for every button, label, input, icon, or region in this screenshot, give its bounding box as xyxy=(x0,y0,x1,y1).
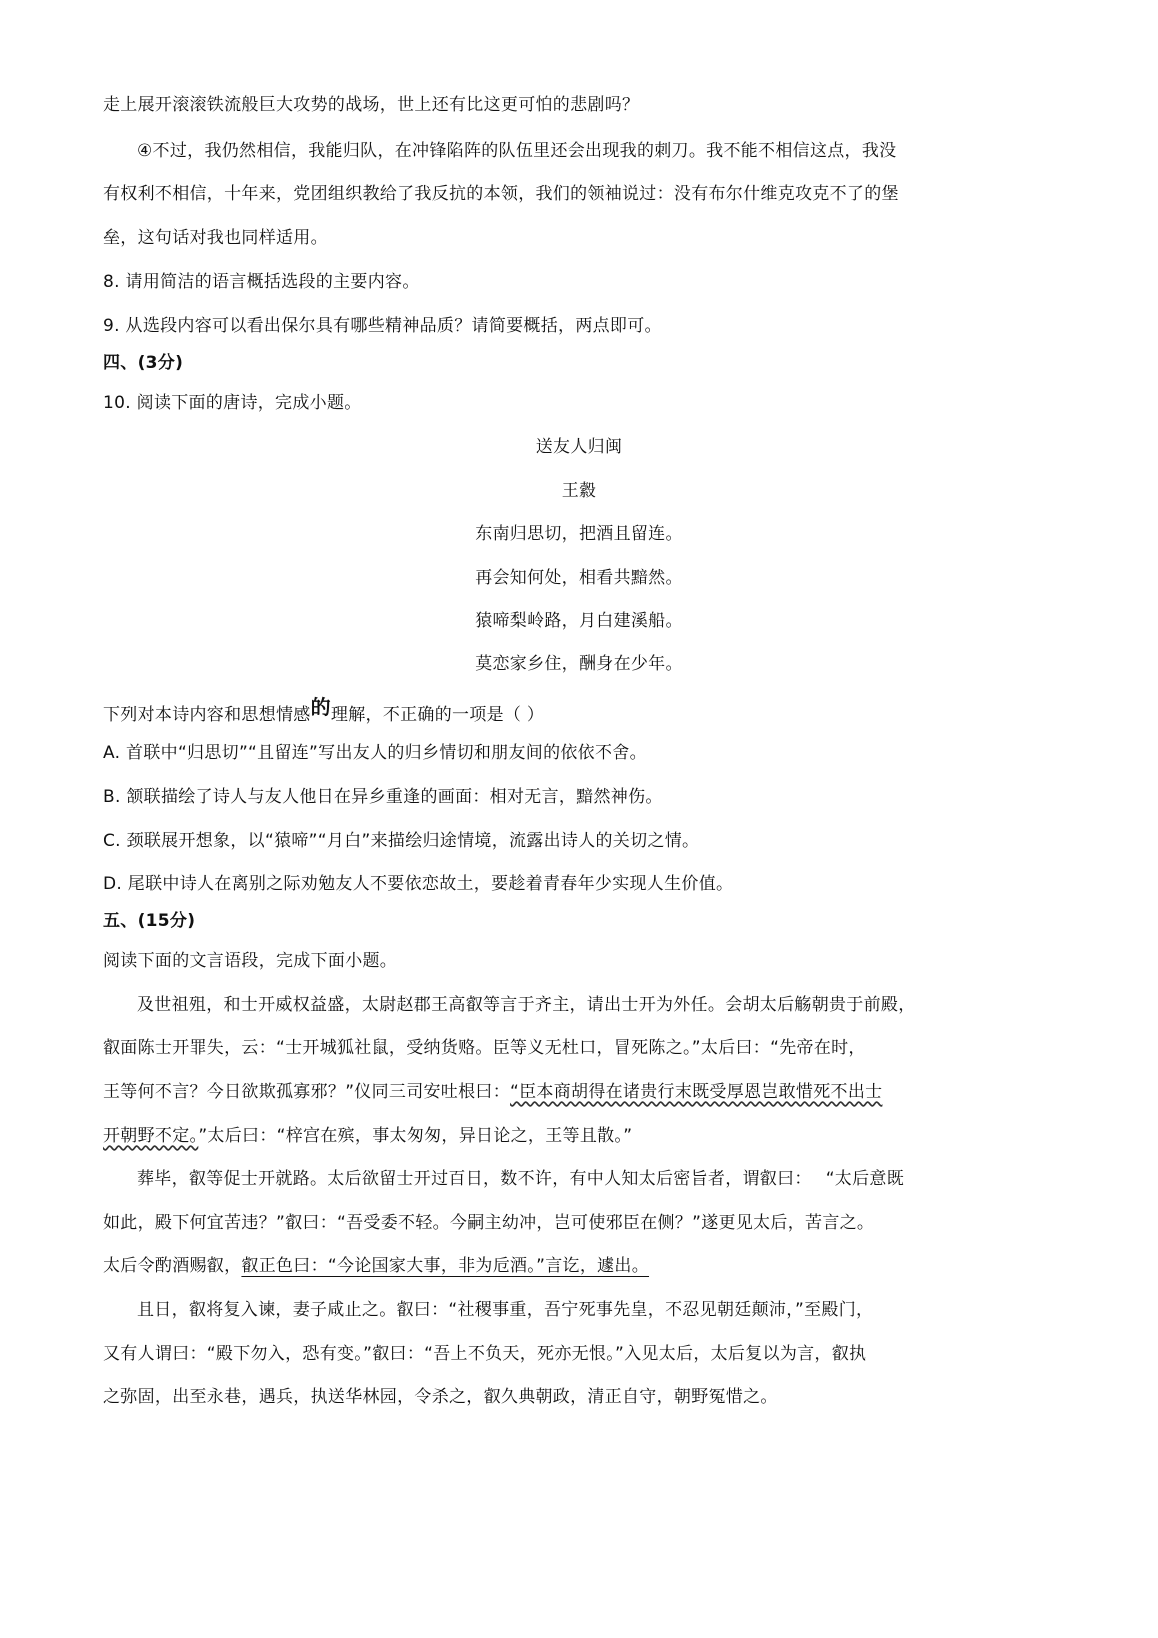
poem-line: 东南归思切，把酒且留连。 xyxy=(475,524,683,544)
text-line: ④不过，我仍然相信，我能归队，在冲锋陷阵的队伍里还会出现我的刺刀。我不能不相信这点，我没 xyxy=(137,141,897,161)
text-line xyxy=(103,1125,632,1147)
question-8: 8. 请用简洁的语言概括选段的主要内容。 xyxy=(103,272,420,292)
wavy-underlined-sentence: 开朝野不定。 xyxy=(103,1126,199,1146)
stem-text: 理解，不正确的一项是（ ） xyxy=(330,705,545,725)
text-line: 如此，殿下何宜苦违？”叡曰：“吾受委不轻。今嗣主幼冲，岂可使邪臣在侧？”遂更见太后，苦言之。 xyxy=(103,1213,875,1233)
text-line xyxy=(137,1168,904,1190)
text-line: 叡面陈士开罪失，云：“士开城狐社鼠，受纳货赂。臣等义无杜口，冒死陈之。”太后曰：“先帝在时， xyxy=(103,1038,866,1058)
option-b: B. 颔联描绘了诗人与友人他日在异乡重逢的画面：相对无言，黯然神伤。 xyxy=(103,787,663,807)
poem-line: 猿啼梨岭路，月白建溪船。 xyxy=(475,611,683,631)
text-line: 之弥固，出至永巷，遇兵，执送华林园，令杀之，叡久典朝政，清正自守，朝野冤惜之。 xyxy=(103,1387,778,1407)
stem-text: 的 xyxy=(310,695,331,719)
option-a: A. 首联中“归思切”“且留连”写出友人的归乡情切和朋友间的依依不舍。 xyxy=(103,743,647,763)
poem-title: 送友人归闽 xyxy=(535,437,623,457)
text-line: 且日，叡将复入谏，妻子咸止之。叡曰：“社稷事重，吾宁死事先皇，不忍见朝廷颠沛，”至殿门， xyxy=(137,1300,874,1320)
text-line xyxy=(103,1255,649,1277)
question-10: 10. 阅读下面的唐诗，完成小题。 xyxy=(103,393,362,413)
question-stem xyxy=(103,695,545,726)
text: “太后意既 xyxy=(825,1169,905,1189)
text-line: 又有人谓曰：“殿下勿入，恐有变。”叡曰：“吾上不负天，死亦无恨。”入见太后，太后复以为言，叡执 xyxy=(103,1344,867,1364)
text-line: 及世祖殂，和士开威权益盛，太尉赵郡王高叡等言于齐主，请出士开为外任。会胡太后觞朝贵于前殿， xyxy=(137,995,916,1015)
text-line: 有权利不相信，十年来，党团组织教给了我反抗的本领，我们的领袖说过：没有布尔什维克攻克不了的堡 xyxy=(103,184,899,204)
option-c: C. 颈联展开想象，以“猿啼”“月白”来描绘归途情境，流露出诗人的关切之情。 xyxy=(103,831,700,851)
stem-text: 下列对本诗内容和思想情感 xyxy=(103,705,311,725)
poem-line: 再会知何处，相看共黯然。 xyxy=(475,568,683,588)
poem-author: 王縠 xyxy=(561,481,597,501)
text: 葬毕，叡等促士开就路。太后欲留士开过百日，数不许，有中人知太后密旨者，谓叡曰： xyxy=(137,1169,812,1189)
question-9: 9. 从选段内容可以看出保尔具有哪些精神品质？请简要概括，两点即可。 xyxy=(103,316,662,336)
text: 太后令酌酒赐叡， xyxy=(103,1256,242,1276)
section-heading-4: 四、(3分) xyxy=(103,353,184,373)
underlined-sentence: 叡正色曰：“今论国家大事，非为卮酒。”言讫，遽出。 xyxy=(241,1256,650,1276)
text: 王等何不言？今日欲欺孤寡邪？”仪同三司安吐根曰： xyxy=(103,1082,511,1102)
text-line xyxy=(103,1081,882,1103)
option-d: D. 尾联中诗人在离别之际劝勉友人不要依恋故土，要趁着青春年少实现人生价值。 xyxy=(103,874,734,894)
instruction: 阅读下面的文言语段，完成下面小题。 xyxy=(103,951,398,971)
poem-line: 莫恋家乡住，酬身在少年。 xyxy=(475,654,683,674)
text-line: 垒，这句话对我也同样适用。 xyxy=(103,228,328,248)
section-heading-5: 五、(15分) xyxy=(103,911,196,931)
text: ”太后曰：“梓宫在殡，事太匆匆，异日论之，王等且散。” xyxy=(198,1126,633,1146)
text-line: 走上展开滚滚铁流般巨大攻势的战场，世上还有比这更可怕的悲剧吗？ xyxy=(103,95,640,115)
wavy-underlined-sentence: “臣本商胡得在诸贵行末既受厚恩岂敢惜死不出士 xyxy=(510,1082,883,1102)
